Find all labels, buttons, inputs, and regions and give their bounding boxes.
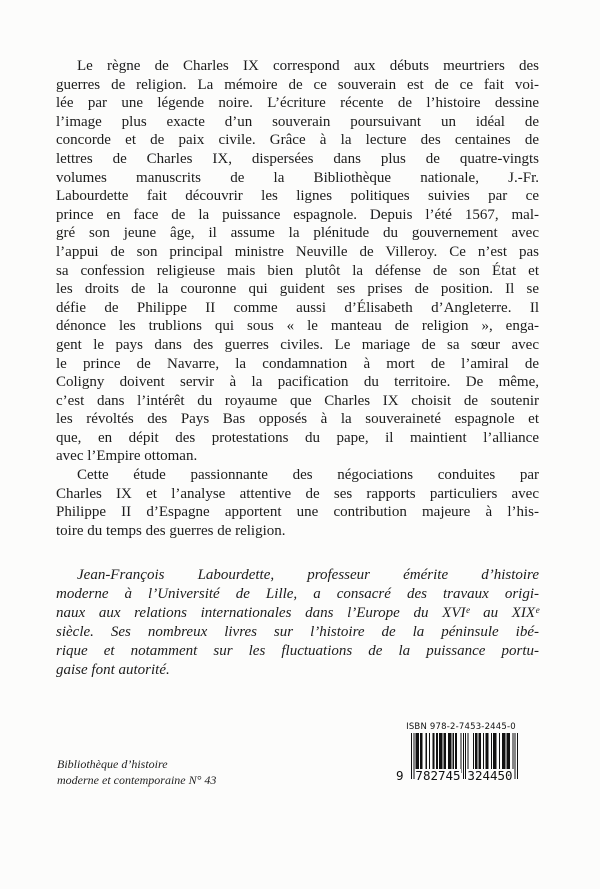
text-line: Cette étude passionnante des négociations conduites par [77, 467, 539, 484]
text-line: lée par une légende noire. L’écriture récente de l’histoire dessine [56, 95, 539, 112]
text-line: Labourdette fait découvrir les lignes politiques suivies par ce [56, 188, 539, 205]
barcode-digits-right: 324450 [467, 768, 513, 783]
barcode-digits-left: 782745 [415, 768, 461, 783]
text-line: c’est dans l’intérêt du royaume que Charles IX choisit de soutenir [56, 392, 539, 409]
text-line: Jean-François Labourdette, professeur émérite d’histoire [77, 567, 539, 583]
text-line: guerres de religion. La mémoire de ce souverain est de ce fait voi- [56, 76, 539, 93]
text-line: avec l’Empire ottoman. [56, 448, 198, 465]
text-line: Le règne de Charles IX correspond aux débuts meurtriers des [77, 58, 539, 74]
text-line: siècle. Ses nombreux livres sur l’histoire de la péninsule ibé- [56, 624, 539, 640]
text-line: le prince de Navarre, la condamnation à mort de l’amiral de [56, 355, 539, 372]
text-line: lettres de Charles IX, dispersées dans plus de quatre-vingts [56, 150, 539, 167]
text-line: que, en dépit des protestations du pape, il maintient l’alliance [56, 429, 539, 446]
text-line: toire du temps des guerres de religion. [56, 522, 286, 539]
text-line: les révoltés des Pays Bas opposés à la souveraineté espagnole et [56, 411, 539, 428]
text-line: gré son jeune âge, il assume la plénitude du gouvernement avec [56, 225, 539, 242]
text-line: prince en face de la puissance espagnole. Depuis l’été 1567, mal- [56, 206, 539, 223]
synopsis-paragraph-2 [56, 466, 539, 540]
isbn-label: ISBN 978-2-7453-2445-0 [406, 722, 516, 732]
text-line: Coligny doivent servir à la pacification du territoire. De même, [56, 374, 539, 391]
text-line: Philippe II d’Espagne apportent une contribution majeure à l’his- [56, 504, 539, 521]
isbn-barcode-block [398, 722, 520, 788]
text-line: gaise font autorité. [56, 662, 170, 678]
text-line: gent le pays dans des guerres civiles. Le mariage de sa sœur avec [56, 336, 539, 353]
text-line: concorde et de paix civile. Grâce à la lecture des centaines de [56, 132, 539, 149]
text-line: volumes manuscrits de la Bibliothèque nationale, J.-Fr. [56, 169, 539, 186]
series-label [57, 757, 216, 788]
barcode-digit-first: 9 [396, 768, 404, 783]
synopsis-text [56, 57, 539, 540]
text-line: les droits de la couronne qui guident ses prises de position. Il se [56, 281, 539, 298]
text-line: sa confession religieuse mais bien plutôt la défense de son État et [56, 262, 539, 279]
text-line: dénonce les trublions qui sous « le manteau de religion », enga- [56, 318, 539, 335]
text-line: naux aux relations internationales dans l’Europe du XVIᵉ au XIXᵉ [56, 605, 539, 621]
author-bio [56, 566, 539, 680]
text-line: rique et notamment sur les fluctuations de la puissance portu- [56, 643, 539, 659]
text-line: défie de Philippe II comme aussi d’Élisabeth d’Angleterre. Il [56, 299, 539, 316]
text-line: l’image plus exacte d’un souverain poursuivant un idéal de [56, 113, 539, 130]
text-line: l’appui de son principal ministre Neuville de Villeroy. Ce n’est pas [56, 243, 539, 260]
synopsis-paragraph-1 [56, 57, 539, 466]
series-line-1: Bibliothèque d’histoire [57, 757, 168, 771]
text-line: Charles IX et l’analyse attentive de ses rapports particuliers avec [56, 485, 539, 502]
series-line-2: moderne et contemporaine N° 43 [57, 772, 217, 787]
text-line: moderne à l’Université de Lille, a consacré des travaux origi- [56, 586, 539, 602]
